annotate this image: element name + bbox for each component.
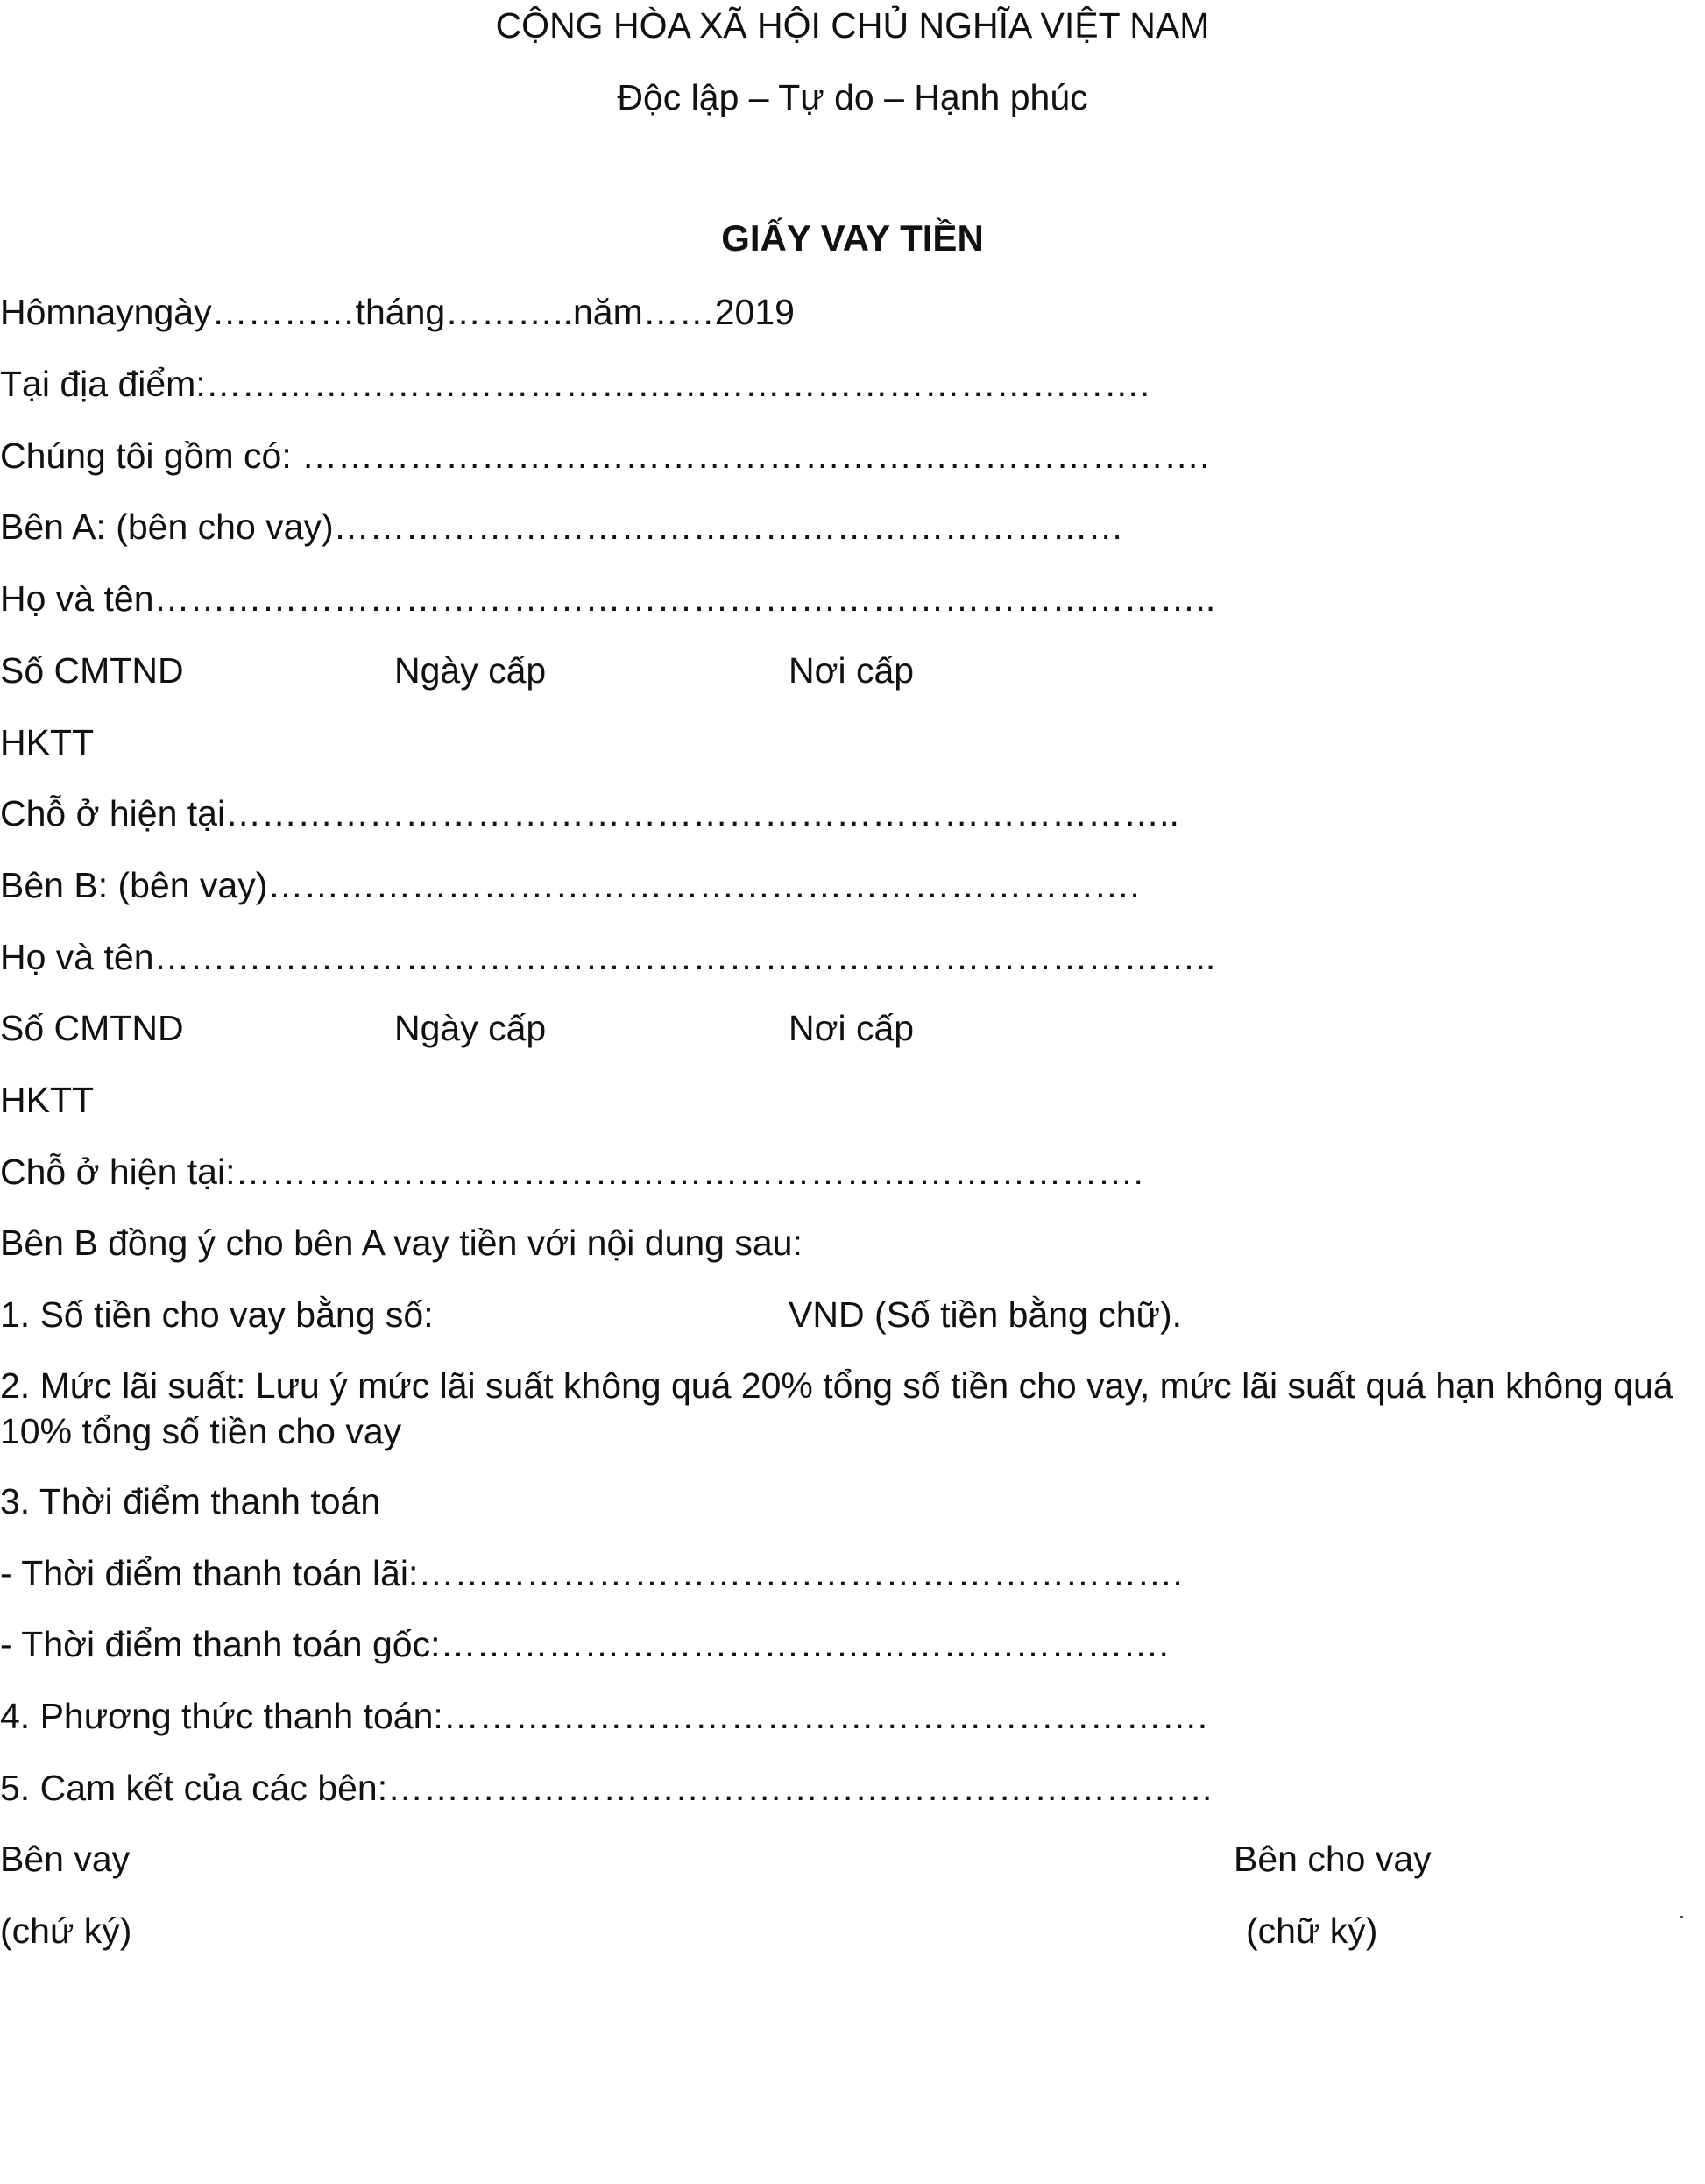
party-a-current-address: Chỗ ở hiện tại……………………………………………………………………..	[0, 793, 1179, 833]
party-b-issue-date-label: Ngày cấp	[394, 1008, 547, 1048]
amount-words: VND (Số tiền bằng chữ).	[789, 1294, 1183, 1335]
party-a-issue-date-label: Ngày cấp	[394, 650, 547, 691]
lender-signature-note: (chữ ký)	[1246, 1911, 1378, 1951]
party-a-id-label: Số CMTND	[0, 650, 184, 691]
payment-method-line: 4. Phương thức thanh toán:……………………………………………………….	[0, 1696, 1208, 1736]
principal-payment-line: - Thời điểm thanh toán gốc:…………………………………………………….	[0, 1624, 1169, 1664]
commitments-line: 5. Cam kết của các bên:……………………………………………………………	[0, 1768, 1214, 1808]
nation-header: CỘNG HÒA XÃ HỘI CHỦ NGHĨA VIỆT NAM	[495, 5, 1210, 46]
scan-speck	[1680, 1916, 1683, 1918]
date-line: Hômnayngày…………tháng………..năm……2019	[0, 292, 795, 332]
interest-payment-line: - Thời điểm thanh toán lãi:……………………………………………………….	[0, 1553, 1183, 1593]
amount-label: 1. Số tiền cho vay bằng số:	[0, 1294, 434, 1335]
agreement-intro: Bên B đồng ý cho bên A vay tiền với nội dung sau:	[0, 1223, 803, 1263]
party-b-name-line: Họ và tên……………………………………………………………………………..	[0, 937, 1216, 977]
lender-label: Bên cho vay	[1234, 1839, 1432, 1879]
party-b-heading: Bên B: (bên vay)……………………………………………………………….	[0, 865, 1140, 905]
interest-rate-clause: 2. Mức lãi suất: Lưu ý mức lãi suất không quá 20% tổng số tiền cho vay, mức lãi suất quá hạn không quá 10% tổng số tiền cho vay	[0, 1365, 1673, 1451]
party-b-current-address: Chỗ ở hiện tại:………………………………………………………………….	[0, 1152, 1143, 1192]
borrower-signature-note: (chứ ký)	[0, 1911, 132, 1951]
party-a-heading: Bên A: (bên cho vay)…………………………………………………………	[0, 507, 1124, 547]
party-a-issue-place-label: Nơi cấp	[789, 650, 915, 691]
party-a-name-line: Họ và tên……………………………………………………………………………..	[0, 578, 1216, 619]
party-b-issue-place-label: Nơi cấp	[789, 1008, 915, 1048]
party-b-id-label: Số CMTND	[0, 1008, 184, 1048]
document-title: GIẤY VAY TIỀN	[721, 217, 984, 259]
parties-intro: Chúng tôi gồm có: ………………………………………………………………….	[0, 436, 1210, 476]
payment-time-heading: 3. Thời điểm thanh toán	[0, 1481, 381, 1521]
motto: Độc lập – Tự do – Hạnh phúc	[617, 77, 1088, 117]
party-a-residence-label: HKTT	[0, 722, 95, 762]
location-line: Tại địa điểm:…………………………………………………………………….	[0, 364, 1150, 404]
party-b-residence-label: HKTT	[0, 1080, 95, 1120]
borrower-label: Bên vay	[0, 1839, 131, 1879]
